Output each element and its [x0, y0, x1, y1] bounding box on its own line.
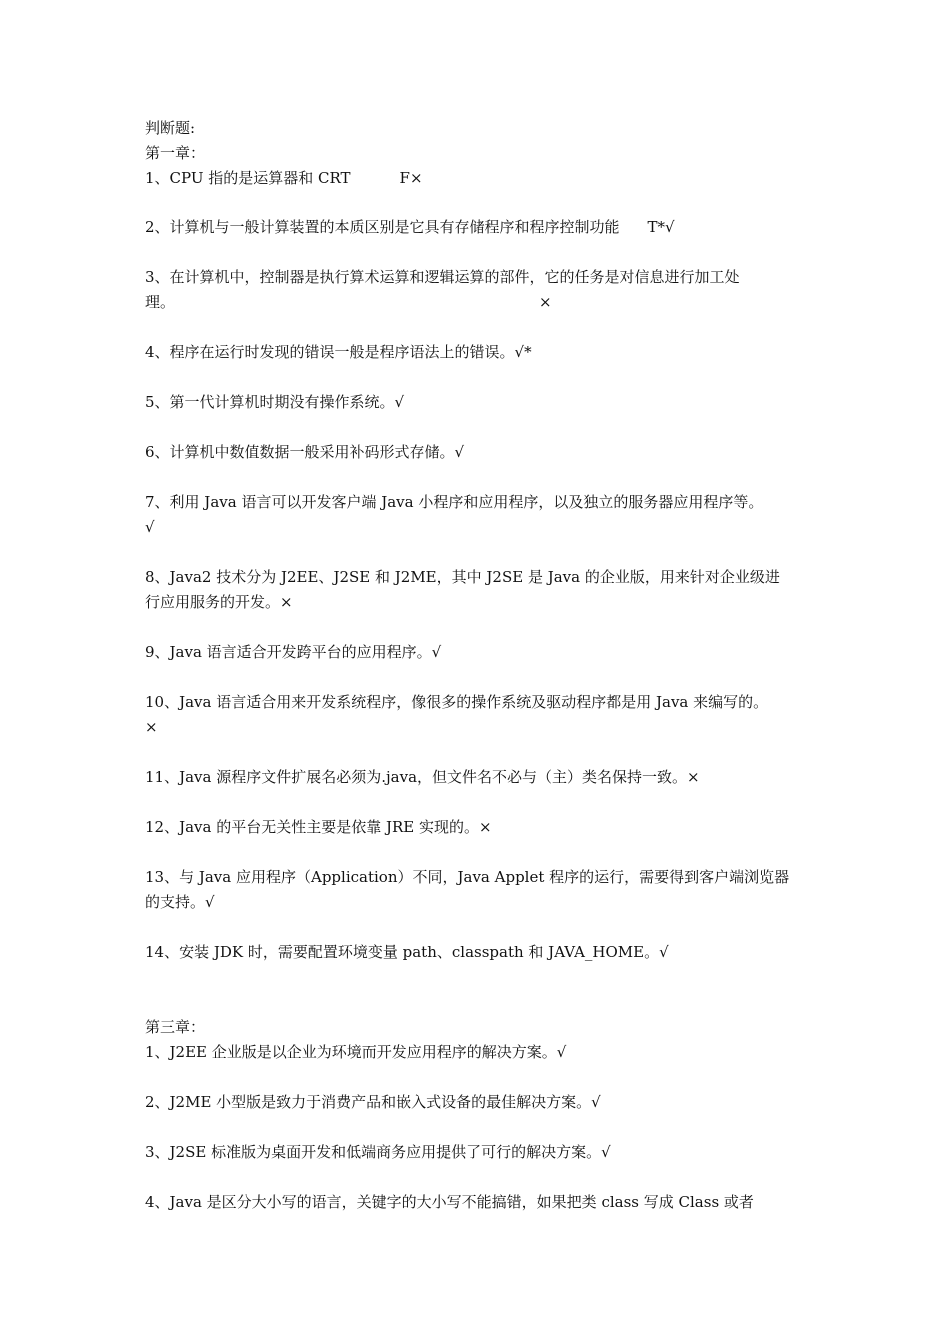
- question-text: 10、Java 语言适合用来开发系统程序，像很多的操作系统及驱动程序都是用 Java 来编写的。: [145, 693, 769, 711]
- question-text-cont: 的支持。√: [145, 893, 215, 911]
- answer-mark: F×: [399, 169, 423, 187]
- question-text: 2、计算机与一般计算装置的本质区别是它具有存储程序和程序控制功能: [145, 218, 620, 236]
- question-item: [145, 640, 810, 665]
- chapter-3-title: 第三章：: [145, 1018, 206, 1036]
- question-text: 12、Java 的平台无关性主要是依靠 JRE 实现的。×: [145, 818, 492, 836]
- question-text: 4、程序在运行时发现的错误一般是程序语法上的错误。√*: [145, 343, 532, 361]
- question-text: 1、J2EE 企业版是以企业为环境而开发应用程序的解决方案。√: [145, 1043, 567, 1061]
- question-text: 1、CPU 指的是运算器和 CRT: [145, 169, 351, 187]
- question-text: 7、利用 Java 语言可以开发客户端 Java 小程序和应用程序，以及独立的服务器应用程序等。: [145, 493, 764, 511]
- question-item: [145, 440, 810, 465]
- answer-mark: ×: [539, 293, 552, 311]
- question-text: 6、计算机中数值数据一般采用补码形式存储。√: [145, 443, 465, 461]
- document-page: [145, 116, 810, 1240]
- question-item: [145, 865, 810, 915]
- question-text: 4、Java 是区分大小写的语言，关键字的大小写不能搞错，如果把类 class 写成 Class 或者: [145, 1193, 754, 1211]
- question-item: [145, 166, 810, 191]
- question-item: [145, 215, 810, 240]
- question-item: [145, 1090, 810, 1115]
- question-line: [145, 166, 810, 191]
- section-heading: 判断题:: [145, 119, 196, 137]
- question-item: [145, 690, 810, 740]
- question-text-cont: √: [145, 518, 155, 536]
- question-item: [145, 1190, 810, 1215]
- question-text-cont: ×: [145, 718, 158, 736]
- question-text: 3、在计算机中，控制器是执行算术运算和逻辑运算的部件，它的任务是对信息进行加工处: [145, 268, 740, 286]
- question-text-cont: 行应用服务的开发。×: [145, 593, 293, 611]
- question-item: [145, 1040, 810, 1065]
- question-item: [145, 390, 810, 415]
- question-item: [145, 340, 810, 365]
- question-line: [145, 290, 810, 315]
- question-text: 13、与 Java 应用程序（Application）不同，Java Applet 程序的运行，需要得到客户端浏览器: [145, 868, 790, 886]
- question-item: [145, 815, 810, 840]
- answer-mark: T*√: [647, 218, 675, 236]
- question-item: [145, 265, 810, 315]
- question-item: [145, 940, 810, 965]
- question-text: 14、安装 JDK 时，需要配置环境变量 path、classpath 和 JAVA_HOME。√: [145, 943, 669, 961]
- question-text: 8、Java2 技术分为 J2EE、J2SE 和 J2ME，其中 J2SE 是 Java 的企业版，用来针对企业级进: [145, 568, 780, 586]
- question-text: 2、J2ME 小型版是致力于消费产品和嵌入式设备的最佳解决方案。√: [145, 1093, 601, 1111]
- question-text: 11、Java 源程序文件扩展名必须为.java，但文件名不必与（主）类名保持一致。×: [145, 768, 700, 786]
- question-text: 3、J2SE 标准版为桌面开发和低端商务应用提供了可行的解决方案。√: [145, 1143, 611, 1161]
- question-item: [145, 1140, 810, 1165]
- question-line: [145, 215, 810, 240]
- question-text: 9、Java 语言适合开发跨平台的应用程序。√: [145, 643, 442, 661]
- chapter-1-title: 第一章：: [145, 144, 206, 162]
- question-text: 5、第一代计算机时期没有操作系统。√: [145, 393, 405, 411]
- question-item: [145, 765, 810, 790]
- question-item: [145, 490, 810, 540]
- question-item: [145, 565, 810, 615]
- question-text-cont: 理。: [145, 293, 176, 311]
